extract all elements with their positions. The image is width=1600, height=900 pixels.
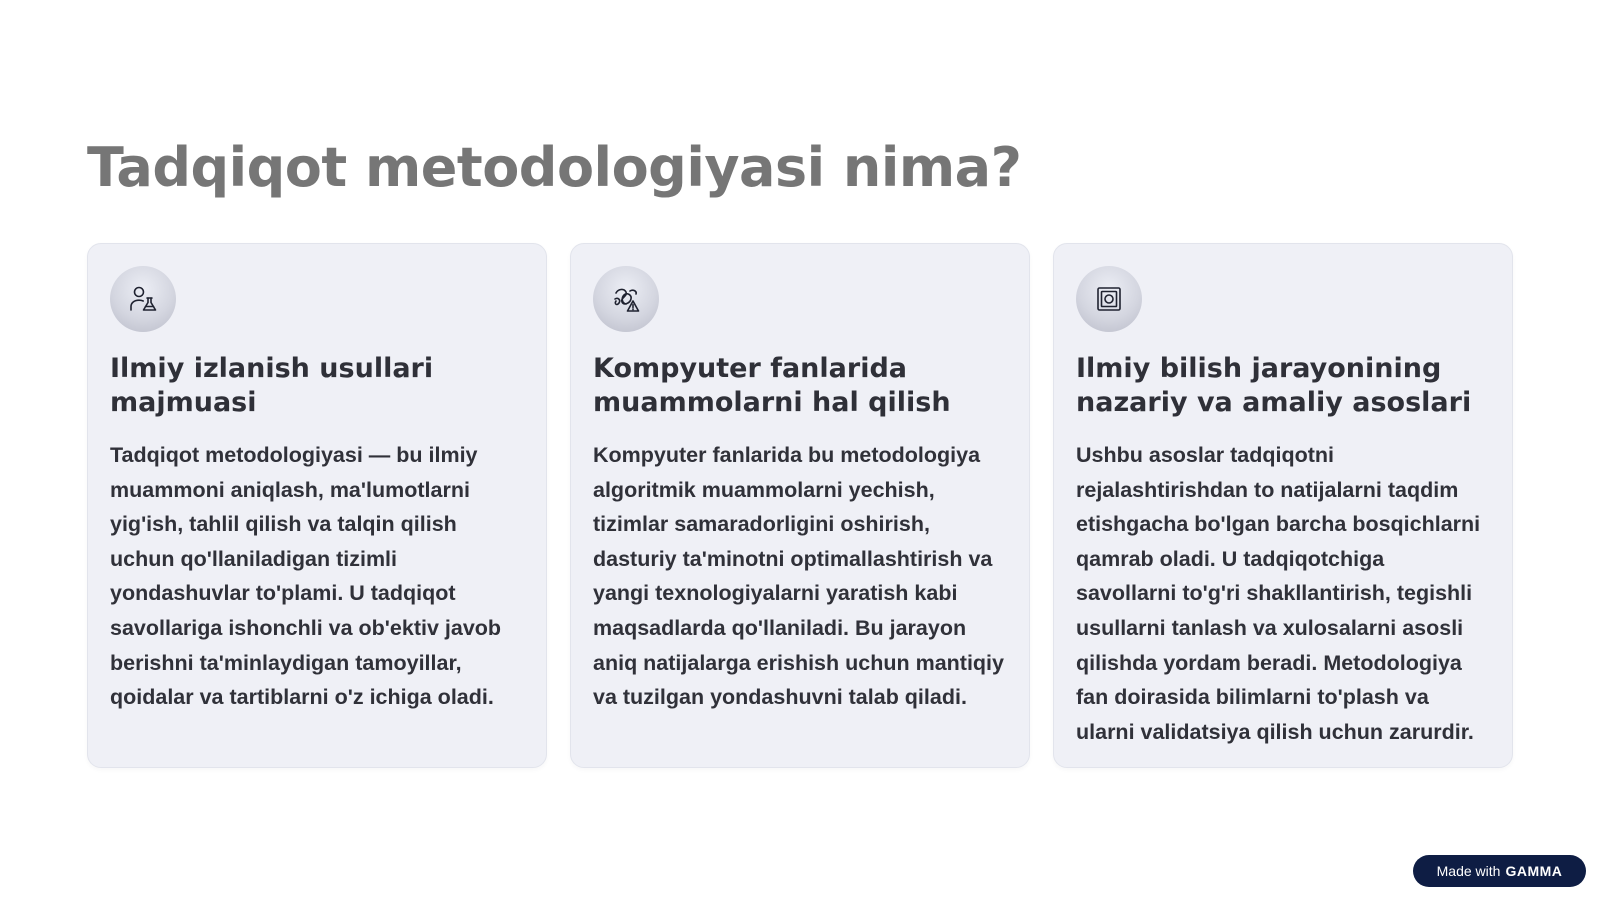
card-text: Kompyuter fanlarida bu metodologiya algoritmik muammolarni yechish, tizimlar samaradorligini oshirish, dasturiy ta'minotni optimallashtirish va yangi texnologiyalarni yaratish kabi maqsadlarda qo'llaniladi. Bu jarayon aniq natijalarga erishish uchun mantiqiy va tuzilgan yondashuvni talab qiladi. [593, 443, 1004, 710]
card-text: Ushbu asoslar tadqiqotni rejalashtirishdan to natijalarni taqdim etishgacha bo'lgan barcha bosqichlarni qamrab oladi. U tadqiqotchiga savollarni to'g'ri shakllantirish, tegishli usullarni tanlash va xulosalarni asosli qilishda yordam beradi. Metodologiya fan doirasida bilimlarni to'plash va ularni validatsiya qilish uchun zarurdir. [1076, 443, 1481, 744]
slide-title: Tadqiqot metodologiyasi nima? [87, 136, 1022, 199]
gamma-logo: GAMMA [1505, 863, 1563, 879]
tangled-problem-warning-icon [593, 266, 659, 332]
card-computer-science [570, 243, 1030, 768]
card-research-methods [87, 243, 547, 768]
card-title: Kompyuter fanlarida muammolarni hal qilish [593, 353, 951, 418]
scientist-flask-icon [110, 266, 176, 332]
made-with-gamma-badge[interactable] [1413, 855, 1586, 887]
badge-prefix: Made with [1436, 863, 1501, 879]
card-scientific-cognition [1053, 243, 1513, 768]
card-title: Ilmiy izlanish usullari majmuasi [110, 353, 434, 418]
card-title: Ilmiy bilish jarayonining nazariy va amaliy asoslari [1076, 353, 1472, 418]
framed-picture-icon [1076, 266, 1142, 332]
card-text: Tadqiqot metodologiyasi — bu ilmiy muammoni aniqlash, ma'lumotlarni yig'ish, tahlil qilish va talqin qilish uchun qo'llaniladigan tizimli yondashuvlar to'plami. U tadqiqot savollariga ishonchli va ob'ektiv javob berishni ta'minlaydigan tamoyillar, qoidalar va tartiblarni o'z ichiga oladi. [110, 443, 502, 710]
